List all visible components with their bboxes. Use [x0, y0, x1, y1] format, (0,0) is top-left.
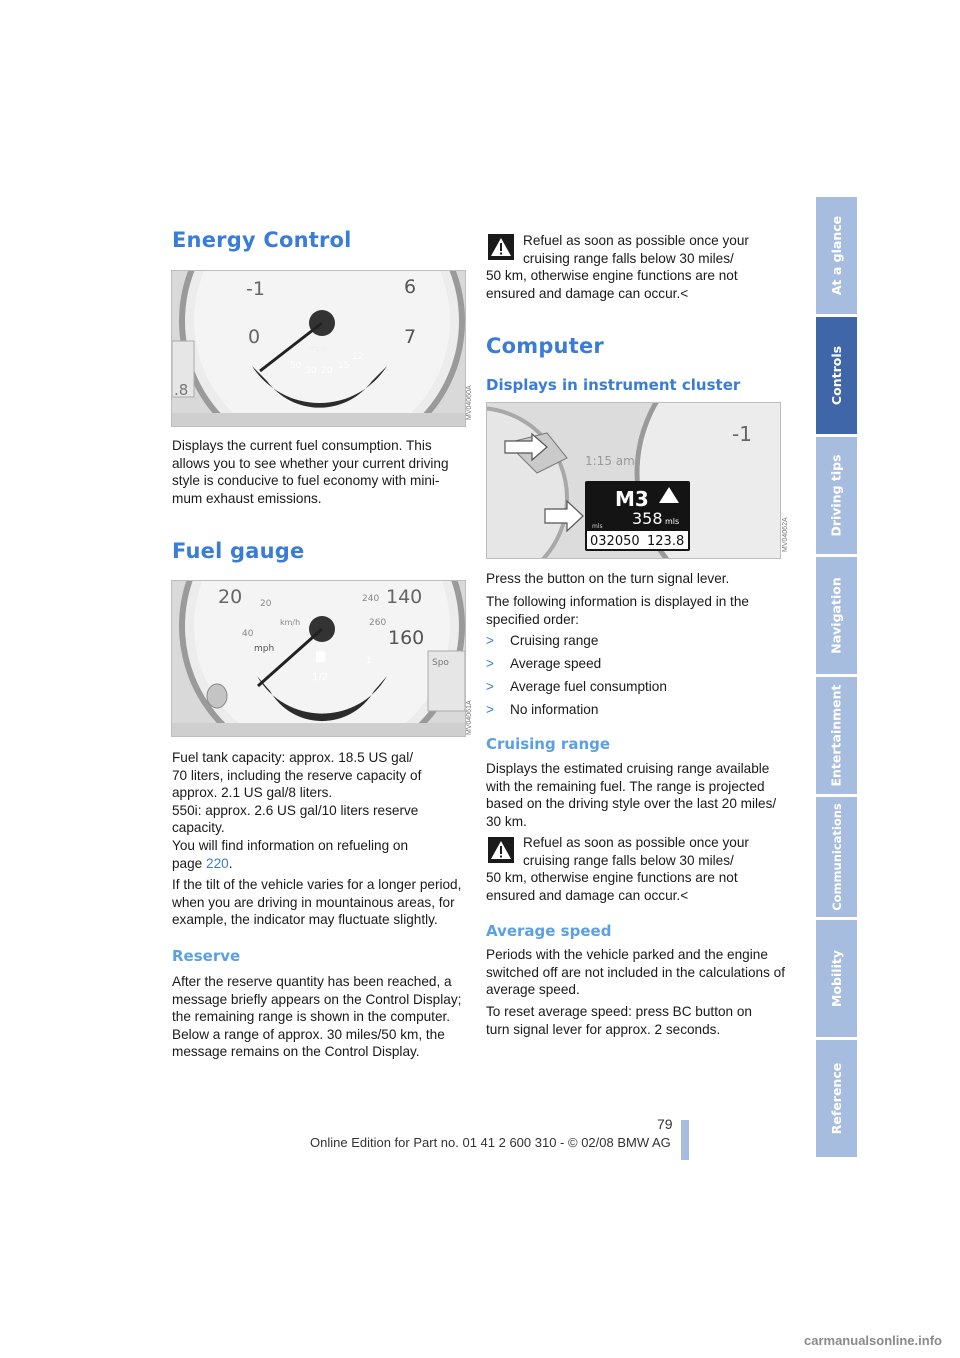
- fuel-consumption-gauge-illustration: [172, 271, 465, 426]
- gauge-label: 1:15 am: [585, 454, 635, 468]
- tank-line: You will find information on refueling on: [172, 837, 409, 853]
- average-speed-heading: Average speed: [486, 922, 612, 940]
- tab-label: At a glance: [829, 215, 844, 296]
- gauge-label: 1/2: [312, 672, 329, 683]
- computer-heading: Computer: [486, 334, 604, 358]
- page-ref-link[interactable]: 220: [206, 855, 229, 871]
- fuel-gauge-heading: Fuel gauge: [172, 539, 305, 563]
- bullet-mark: >: [486, 633, 494, 648]
- figure-id: MV04062A: [782, 517, 789, 552]
- tab-label: Entertainment: [829, 684, 844, 787]
- warning-last-line: [486, 285, 786, 303]
- list-item-label: No information: [510, 702, 599, 717]
- displays-heading: Displays in instrument cluster: [486, 376, 741, 394]
- figure-id: MV04061A: [466, 700, 473, 735]
- warning-line: cruising range falls below 30 miles/: [523, 250, 734, 266]
- instrument-cluster-image: [486, 402, 781, 559]
- tab-mobility[interactable]: [816, 920, 857, 1037]
- tank-line: approx. 2.1 US gal/8 liters.: [172, 785, 333, 801]
- warning-line: Refuel as soon as possible once your: [523, 233, 749, 248]
- tab-label: Driving tips: [829, 454, 845, 537]
- tab-label: Navigation: [829, 577, 844, 654]
- gauge-label: Spo: [432, 658, 449, 668]
- fuel-tank-info: [172, 749, 467, 872]
- gauge-label: 260: [369, 618, 387, 628]
- gauge-label: 40: [242, 629, 254, 639]
- tab-label: Reference: [829, 1062, 845, 1135]
- fuel-pump-icon: [316, 651, 325, 662]
- list-item: [486, 632, 786, 655]
- gauge-label: 15: [338, 361, 350, 371]
- tab-navigation[interactable]: [816, 557, 857, 674]
- page-number: 79: [657, 1116, 673, 1132]
- page-number-bar: [681, 1120, 689, 1160]
- tank-line: Fuel tank capacity: approx. 18.5 US gal/: [172, 750, 414, 765]
- tank-line: 70 liters, including the reserve capacity of: [172, 767, 422, 783]
- tab-reference[interactable]: [816, 1040, 857, 1157]
- tab-driving-tips[interactable]: [816, 437, 857, 554]
- warning-line: cruising range falls below 30 miles/: [523, 852, 734, 868]
- gauge-label: 6: [404, 276, 417, 298]
- reserve-heading: Reserve: [172, 947, 241, 965]
- watermark: carmanualsonline.info: [804, 1333, 942, 1348]
- warning-line: 50 km, otherwise engine functions are not: [486, 870, 738, 886]
- tilt-text: If the tilt of the vehicle varies for a longer period, when you are driving in mountainous areas, for example, the indicator may fluctuate slightly.: [172, 877, 462, 928]
- list-item: [486, 655, 786, 678]
- gauge-label: 12: [352, 352, 364, 362]
- gauge-label: 0: [248, 326, 261, 348]
- display-range: 358: [632, 509, 663, 528]
- cruising-range-text: Displays the estimated cruising range available with the remaining fuel. The range is projected based on the driving style over the last 20 miles/ 30 km.: [486, 761, 777, 829]
- press-text: Press the button on the turn signal lever.: [486, 571, 730, 586]
- gauge-label: 30: [305, 366, 317, 376]
- tab-entertainment[interactable]: [816, 677, 857, 794]
- reserve-text: After the reserve quantity has been reached, a message briefly appears on the Control Display; the remaining range is shown in the computer. Below a range of approx. 30 miles/50 km, the message remains on the Control Display.: [172, 974, 462, 1060]
- list-item-label: Average fuel consumption: [510, 679, 667, 694]
- warning-line: 50 km, otherwise engine functions are not: [486, 268, 738, 284]
- tab-controls[interactable]: [816, 317, 857, 434]
- gauge-label: km/h: [280, 618, 301, 627]
- cruising-range-heading: Cruising range: [486, 735, 611, 753]
- gauge-label: 160: [388, 627, 425, 649]
- tank-line: capacity.: [172, 820, 225, 836]
- warning-top: [486, 232, 786, 302]
- gauge-label: -1: [732, 422, 752, 446]
- warning-line: Refuel as soon as possible once your: [523, 835, 749, 850]
- average-speed-reset-text: To reset average speed: press BC button on turn signal lever for approx. 2 seconds.: [486, 1004, 752, 1037]
- display-trip: 123.8: [647, 534, 685, 549]
- display-order-list: [486, 632, 786, 724]
- display-odometer: 032050: [590, 534, 640, 549]
- bullet-mark: >: [486, 656, 494, 671]
- instrument-cluster-illustration: [487, 403, 780, 558]
- average-speed-text: Periods with the vehicle parked and the engine switched off are not included in the calculations of average speed.: [486, 947, 785, 998]
- list-item-label: Average speed: [510, 656, 602, 671]
- gauge-label: 20: [321, 366, 333, 376]
- end-mark: <: [680, 887, 689, 903]
- order-text: The following information is displayed in the specified order:: [486, 594, 749, 627]
- gauge-label: .8: [174, 381, 189, 399]
- list-item: [486, 701, 786, 724]
- bullet-mark: >: [486, 702, 494, 717]
- tab-at-a-glance[interactable]: [816, 197, 857, 314]
- gauge-label: 140: [386, 586, 423, 608]
- display-range-unit: mls: [665, 517, 680, 526]
- gauge-label: 1: [366, 656, 372, 666]
- gauge-label: mph: [254, 644, 275, 654]
- tank-line: 550i: approx. 2.6 US gal/10 liters reserve: [172, 802, 419, 818]
- figure-id: MV04060A: [466, 385, 473, 420]
- gauge-label: 20: [260, 599, 272, 609]
- page-ref-suffix: .: [228, 855, 233, 871]
- gauge-label: 7: [404, 326, 417, 348]
- display-small-unit: mls: [592, 523, 603, 530]
- warning-bottom: [486, 834, 786, 904]
- list-item: [486, 678, 786, 701]
- page-ref-prefix: page: [172, 855, 203, 871]
- edition-text: Online Edition for Part no. 01 41 2 600 310 - © 02/08 BMW AG: [310, 1135, 671, 1150]
- gauge-label: 20: [218, 586, 243, 608]
- list-item-label: Cruising range: [510, 633, 599, 648]
- fuel-gauge-image: [171, 580, 466, 737]
- display-mode: M3: [615, 487, 649, 511]
- gauge-label: 50: [290, 361, 302, 371]
- tab-communications[interactable]: [816, 797, 857, 917]
- gauge-label: -1: [246, 278, 265, 300]
- warning-line: ensured and damage can occur.: [486, 285, 681, 301]
- warning-line: ensured and damage can occur.: [486, 887, 681, 903]
- gauge-label: 240: [362, 594, 380, 604]
- tab-label: Controls: [829, 345, 844, 406]
- end-mark: <: [680, 285, 689, 301]
- tab-label: Mobility: [829, 950, 845, 1007]
- fuel-gauge-illustration: [172, 581, 465, 736]
- warning-last-line: [486, 887, 786, 905]
- bullet-mark: >: [486, 679, 494, 694]
- energy-control-text: Displays the current fuel consumption. This allows you to see whether your current driving style is conducive to fuel economy with mini-mum exhaust emissions.: [172, 438, 449, 506]
- energy-control-heading: Energy Control: [172, 228, 352, 252]
- energy-control-image: [171, 270, 466, 427]
- page-ref-line: [172, 855, 467, 873]
- gauge-label: mpg: [309, 344, 327, 353]
- tab-label: Communications: [829, 803, 844, 911]
